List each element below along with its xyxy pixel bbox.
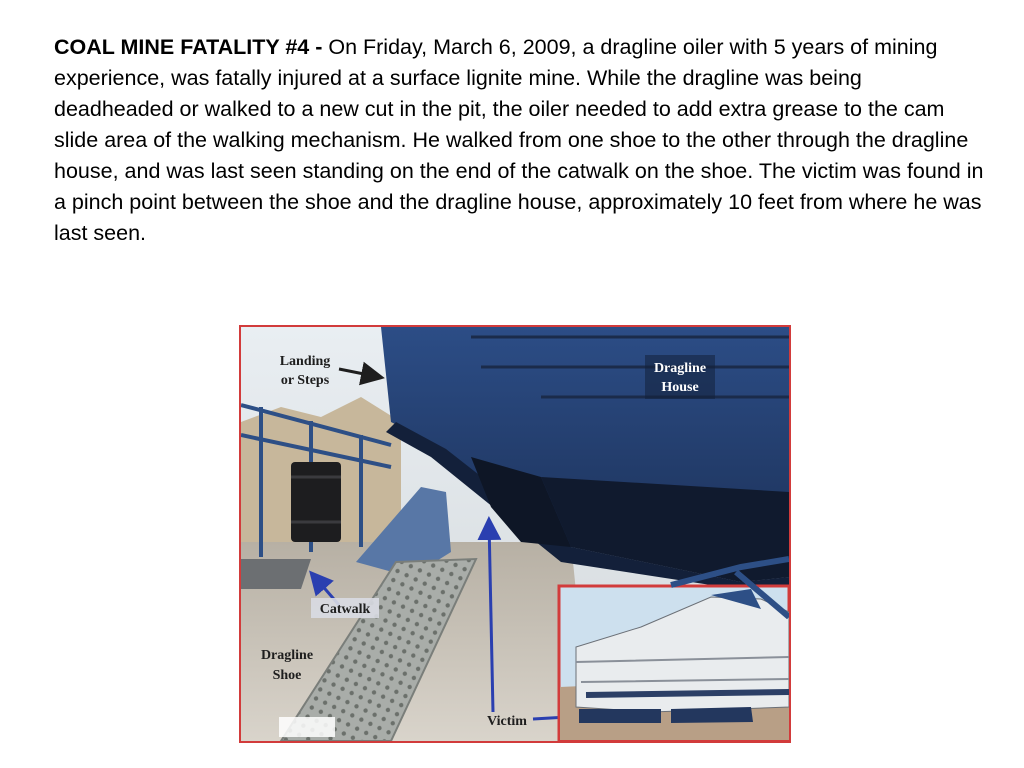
accident-site-photo: [239, 325, 791, 743]
accident-site-photo-drawing: [241, 327, 789, 741]
shoe-label-line1: Dragline: [260, 648, 314, 663]
shoe-label-line2: Shoe: [272, 668, 302, 683]
oil-barrel: [291, 462, 341, 542]
landing-label-line1: Landing: [279, 354, 331, 369]
house-label-line2: House: [661, 380, 699, 395]
catwalk-label: Catwalk: [319, 602, 371, 617]
fatality-heading: COAL MINE FATALITY #4 -: [54, 35, 323, 59]
victim-caption-box: [279, 717, 335, 737]
step-plate: [241, 559, 311, 589]
fatality-description: On Friday, March 6, 2009, a dragline oiler with 5 years of mining experience, was fatally injured at a surface lignite mine. While the dragline was being deadheaded or walked to a new cut in the pit, the oiler needed to add extra grease to the cam slide area of the walking mechanism. He walked from one shoe to the other through the dragline house, and was last seen standing on the end of the catwalk on the shoe. The victim was found in a pinch point between the shoe and the dragline house, approximately 10 feet from where he was last seen.: [54, 35, 984, 245]
house-label-line1: Dragline: [653, 361, 707, 376]
landing-label-line2: or Steps: [280, 373, 330, 388]
victim-label: Victim: [487, 714, 527, 729]
dragline-inset-photo: [559, 559, 789, 741]
slide-paragraph: [54, 32, 984, 249]
